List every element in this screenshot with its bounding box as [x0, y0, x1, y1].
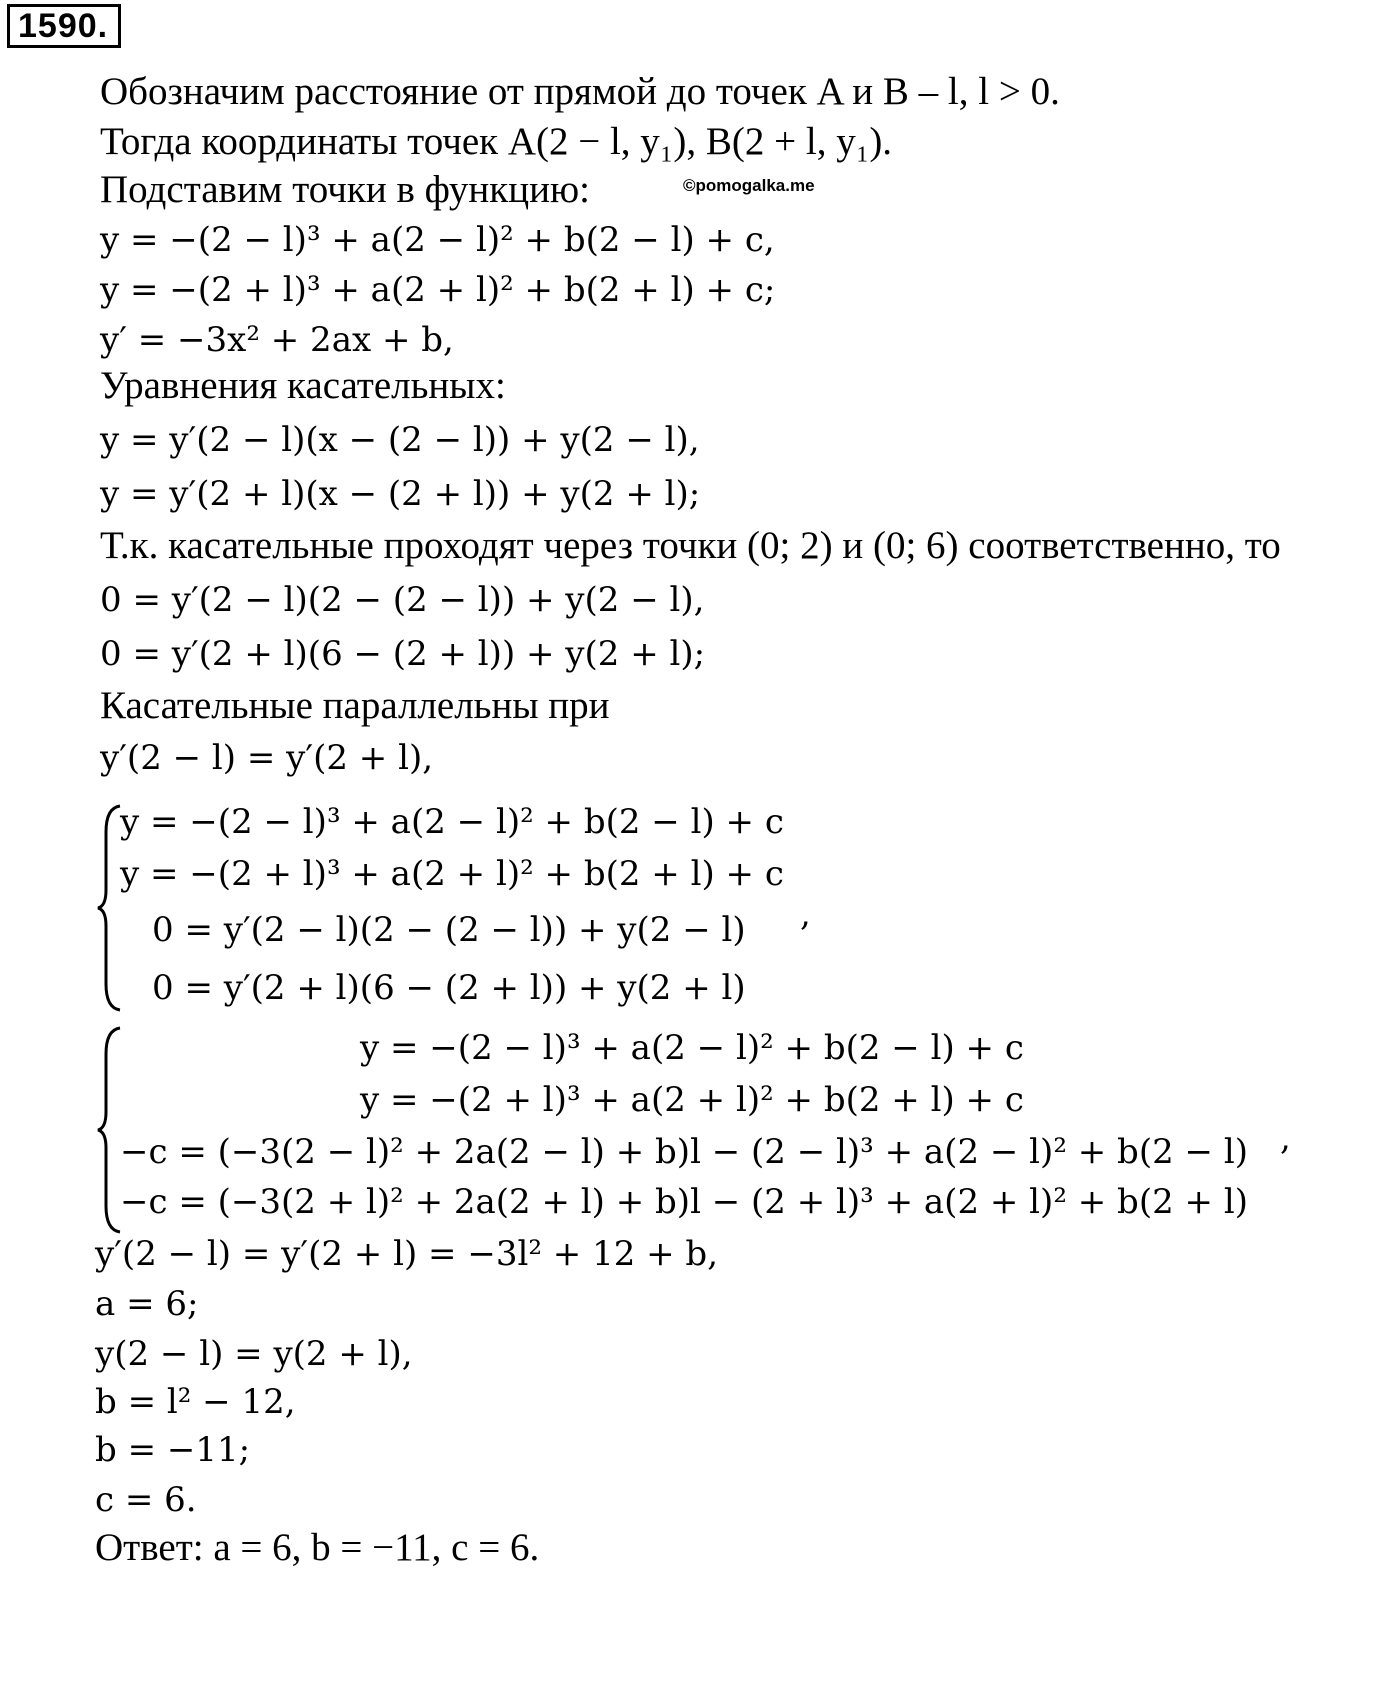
watermark: ©pomogalka.me	[683, 176, 815, 195]
system2-comma: ,	[1280, 1118, 1291, 1158]
system2-eq-2: y = −(2 + l)³ + a(2 + l)² + b(2 + l) + c	[360, 1080, 1024, 1120]
system1-eq-3: 0 = y′(2 − l)(2 − (2 − l)) + y(2 − l)	[152, 910, 746, 950]
text-line-13: Касательные параллельны при	[100, 684, 610, 727]
system2-eq-1: y = −(2 − l)³ + a(2 − l)² + b(2 − l) + c	[360, 1028, 1024, 1068]
answer-line: Ответ: a = 6, b = −11, c = 6.	[95, 1526, 540, 1569]
text-line-10: Т.к. касательные проходят через точки (0; 2) и (0; 6) соответственно, то	[100, 524, 1281, 567]
formula-line-16: a = 6;	[95, 1284, 199, 1324]
formula-line-17: y(2 − l) = y(2 + l),	[95, 1334, 413, 1374]
formula-line-9: y = y′(2 + l)(x − (2 + l)) + y(2 + l);	[100, 474, 701, 514]
text-line-7: Уравнения касательных:	[100, 364, 506, 407]
text-line-2: Тогда координаты точек A(2 − l, y₁), B(2 + l, y₁).	[100, 120, 893, 163]
formula-line-4: y = −(2 − l)³ + a(2 − l)² + b(2 − l) + c,	[100, 220, 775, 260]
formula-line-20: c = 6.	[95, 1480, 197, 1520]
formula-line-14: y′(2 − l) = y′(2 + l),	[100, 738, 434, 778]
formula-line-5: y = −(2 + l)³ + a(2 + l)² + b(2 + l) + c;	[100, 270, 776, 310]
text-line-1: Обозначим расстояние от прямой до точек A и B – l, l > 0.	[100, 70, 1060, 113]
formula-line-6: y′ = −3x² + 2ax + b,	[100, 320, 454, 360]
formula-line-8: y = y′(2 − l)(x − (2 − l)) + y(2 − l),	[100, 420, 700, 460]
formula-line-18: b = l² − 12,	[95, 1382, 296, 1422]
system2-eq-4: −c = (−3(2 + l)² + 2a(2 + l) + b)l − (2 + l)³ + a(2 + l)² + b(2 + l)	[120, 1182, 1248, 1222]
system1-eq-1: y = −(2 − l)³ + a(2 − l)² + b(2 − l) + c	[120, 802, 784, 842]
system2-eq-3: −c = (−3(2 − l)² + 2a(2 − l) + b)l − (2 − l)³ + a(2 − l)² + b(2 − l)	[120, 1132, 1248, 1172]
formula-line-12: 0 = y′(2 + l)(6 − (2 + l)) + y(2 + l);	[100, 634, 706, 674]
formula-line-11: 0 = y′(2 − l)(2 − (2 − l)) + y(2 − l),	[100, 580, 705, 620]
problem-number: 1590.	[7, 4, 121, 48]
formula-line-15: y′(2 − l) = y′(2 + l) = −3l² + 12 + b,	[95, 1234, 719, 1274]
formula-line-19: b = −11;	[95, 1430, 251, 1470]
system1-eq-4: 0 = y′(2 + l)(6 − (2 + l)) + y(2 + l)	[152, 968, 746, 1008]
system1-eq-2: y = −(2 + l)³ + a(2 + l)² + b(2 + l) + c	[120, 854, 784, 894]
system1-comma: ,	[800, 894, 811, 934]
text-line-3: Подставим точки в функцию:	[100, 168, 590, 211]
